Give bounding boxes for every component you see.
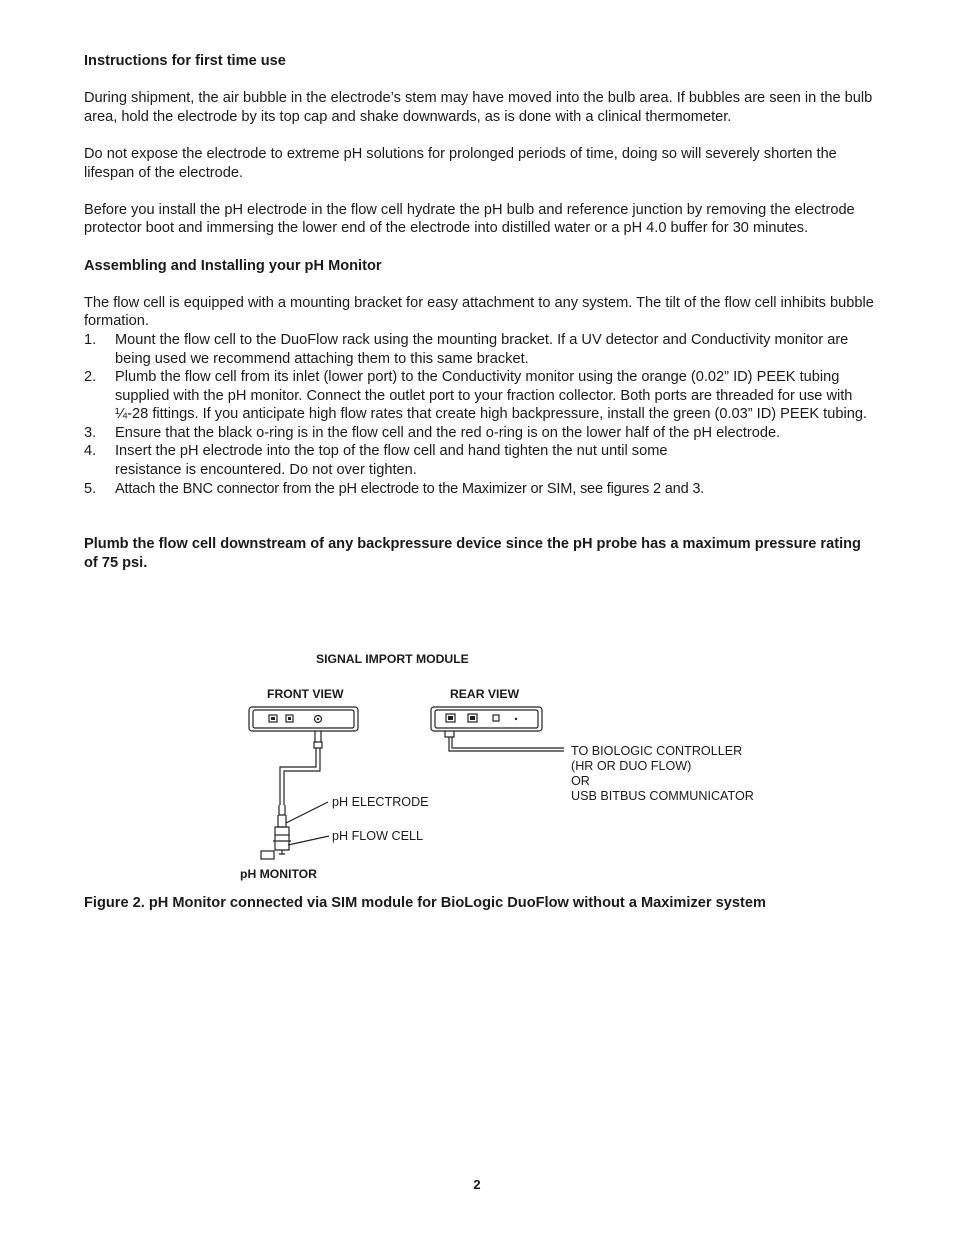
paragraph-extreme-ph: Do not expose the electrode to extreme pH solutions for prolonged periods of time, doing so will severely shorten the lifespan of the electrode. [84, 145, 837, 181]
controller-cable [445, 731, 564, 751]
list-item: 3. Ensure that the black o-ring is in the flow cell and the red o-ring is on the lower half of the pH electrode. [84, 424, 781, 441]
figure-caption: Figure 2. pH Monitor connected via SIM module for BioLogic DuoFlow without a Maximizer system [84, 895, 766, 911]
diagram-drawing [230, 645, 790, 890]
paragraph-hydrate: Before you install the pH electrode in the flow cell hydrate the pH bulb and reference junction by removing the electrode protector boot and immersing the lower end of the electrode into distilled water or a pH 4.0 buffer for 30 minutes. [84, 201, 855, 237]
connection-diagram [230, 645, 790, 890]
list-item: 4. Insert the pH electrode into the top of the flow cell and hand tighten the nut until some resistance is encountered. Do not over tighten. [84, 443, 668, 479]
controller-label-3: OR [571, 774, 590, 788]
flowcell-leader [288, 836, 329, 845]
list-item: 5. Attach the BNC connector from the pH electrode to the Maximizer or SIM, see figures 2 and 3. [84, 480, 705, 497]
controller-label-1: TO BIOLOGIC CONTROLLER [571, 744, 743, 758]
document-body [84, 52, 874, 573]
heading-assembling: Assembling and Installing your pH Monitor [84, 257, 382, 274]
front-view-label: FRONT VIEW [267, 687, 344, 701]
rear-view-label: REAR VIEW [450, 687, 520, 701]
assembly-steps [84, 331, 874, 498]
heading-first-time-use: Instructions for first time use [84, 53, 286, 69]
rear-switch-icon [493, 715, 499, 721]
list-item: 1. Mount the flow cell to the DuoFlow rack using the mounting bracket. If a UV detector and Conductivity monitor are being used we recommend attaching them to this same bracket. [84, 331, 849, 367]
ph-electrode [278, 805, 286, 827]
page-number: 2 [473, 1177, 481, 1192]
controller-label-4: USB BITBUS COMMUNICATOR [571, 789, 754, 803]
controller-label-2: (HR OR DUO FLOW) [571, 759, 692, 773]
electrode-leader [286, 802, 328, 823]
paragraph-air-bubble: During shipment, the air bubble in the electrode’s stem may have moved into the bulb area. If bubbles are seen in the bulb area, hold the electrode by its top cap and shake downwards, as is done with a clinical thermometer. [84, 90, 873, 125]
monitor-label: pH MONITOR [240, 867, 317, 881]
paragraph-flow-cell-intro: The flow cell is equipped with a mounting bracket for easy attachment to any system. The tilt of the flow cell inhibits bubble formation. [84, 294, 874, 330]
electrode-cable [280, 731, 322, 805]
list-item: 2. Plumb the flow cell from its inlet (lower port) to the Conductivity monitor using the orange (0.02” ID) PEEK tubing supplied with the pH monitor. Connect the outlet port to your fraction collector. Both ports are threaded for use with ¼-28 fittings. If you anticipate high flow rates that create high backpressure, install the green (0.03” ID) PEEK tubing. [84, 369, 867, 423]
warning-backpressure: Plumb the flow cell downstream of any backpressure device since the pH probe has a maximum pressure rating of 75 psi. [84, 536, 861, 572]
flowcell-label: pH FLOW CELL [332, 829, 423, 843]
electrode-label: pH ELECTRODE [332, 795, 429, 809]
ph-flow-cell [275, 827, 289, 835]
module-title: SIGNAL IMPORT MODULE [316, 652, 469, 666]
